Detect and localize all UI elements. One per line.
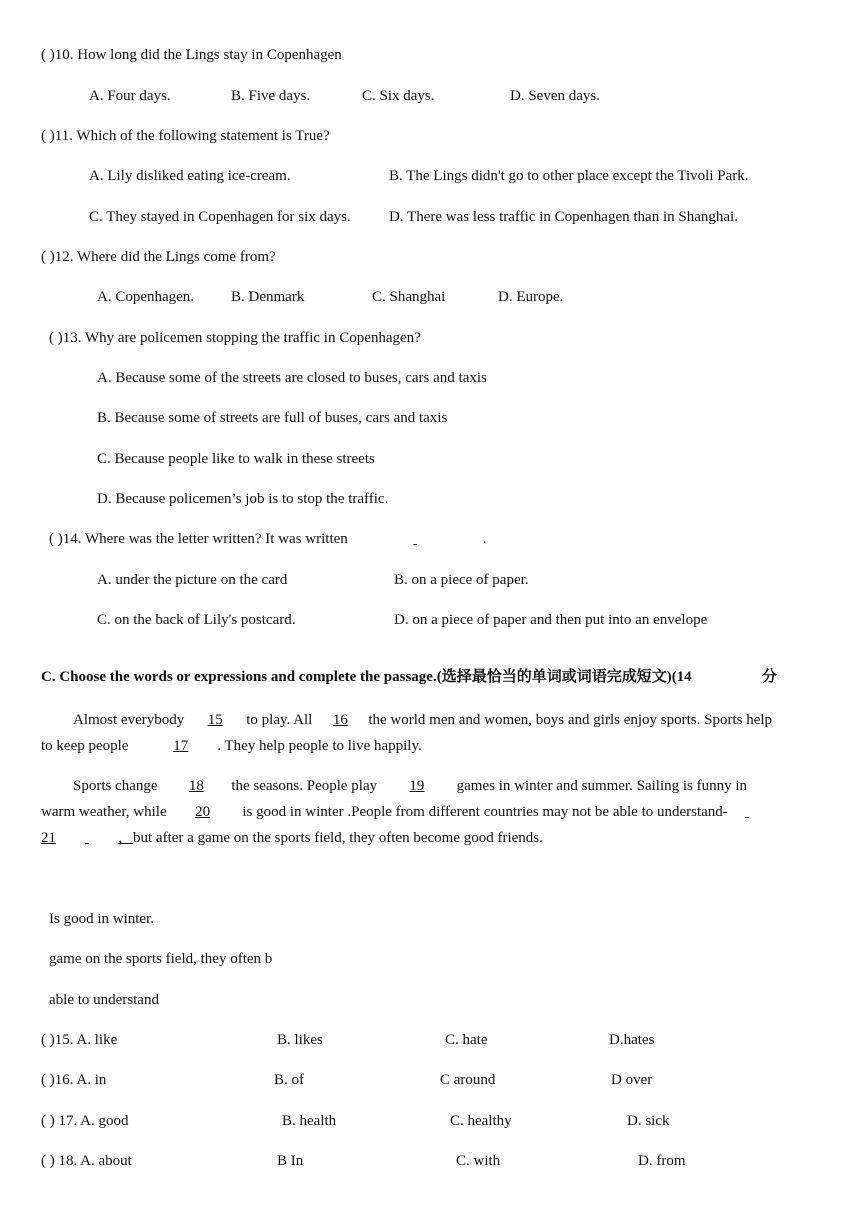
blank-21-start [728,803,766,821]
blank-21: 21 [41,830,56,846]
passage-text: . They help people to live happily. [217,738,422,754]
passage-p2-line1 [73,777,747,795]
section-c-heading: C. Choose the words or expressions and complete the passage.(选择最恰当的单词或词语完成短文)(14 [41,669,692,685]
q14-stem [49,530,487,548]
q10-stem: ( )10. How long did the Lings stay in Copenhagen [41,47,342,63]
q12-option-b: B. Denmark [231,289,305,305]
q10-option-a: A. Four days. [89,88,171,104]
q15-option-c: C. hate [445,1032,488,1048]
q10-option-b: B. Five days. [231,88,311,104]
q13-option-b: B. Because some of streets are full of buses, cars and taxis [97,410,448,426]
q16-option-d: D over [611,1072,653,1088]
q14-option-d: D. on a piece of paper and then put into an envelope [394,612,708,628]
q18-option-c: C. with [456,1153,501,1169]
q16-stem: ( )16. A. in [41,1072,107,1088]
q15-stem: ( )15. A. like [41,1032,118,1048]
blank-17: 17 [173,738,189,754]
passage-text: to play. All [246,712,313,728]
passage-p2-line2 [41,803,766,821]
passage-text: games in winter and summer. Sailing is funny in [452,778,748,794]
q14-option-c: C. on the back of Lily's postcard. [97,612,296,628]
q13-stem: ( )13. Why are policemen stopping the traffic in Copenhagen? [49,330,421,346]
q10-option-c: C. Six days. [362,88,435,104]
passage-text: Almost everybody [73,712,185,728]
q14-answer-blank [348,530,483,548]
section-c-heading-end: 分 [762,669,778,685]
q17-option-c: C. healthy [450,1113,512,1129]
q14-option-b: B. on a piece of paper. [394,572,529,588]
q17-option-d: D. sick [627,1113,670,1129]
q11-option-b: B. The Lings didn't go to other place except the Tivoli Park. [389,168,749,184]
passage-text: the seasons. People play [231,778,381,794]
blank-15: 15 [207,712,223,728]
q13-option-d: D. Because policemen’s job is to stop the traffic. [97,491,389,507]
q18-stem: ( ) 18. A. about [41,1153,132,1169]
q11-stem: ( )11. Which of the following statement is True? [41,128,330,144]
blank-16: 16 [332,712,348,728]
passage-text: but after a game on the sports field, they often become good friends. [133,830,543,846]
passage-text: Sports change [73,778,162,794]
passage-text: warm weather, while [41,804,167,820]
blank-20: 20 [195,804,211,820]
q18-option-b: B In [277,1153,304,1169]
blank-21-tail [56,829,118,847]
q17-option-b: B. health [282,1113,337,1129]
passage-p1-line1 [73,711,772,729]
passage-text: to keep people [41,738,133,754]
q13-option-c: C. Because people like to walk in these streets [97,451,375,467]
q12-option-a: A. Copenhagen. [97,289,195,305]
q14-stem-end: . [482,531,487,547]
passage-text: the world men and women, boys and girls enjoy sports. Sports help [368,712,773,728]
passage-p2-line3 [41,829,543,847]
passage-p1-line2 [41,737,422,755]
q16-option-b: B. of [274,1072,304,1088]
q13-option-a: A. Because some of the streets are closed to buses, cars and taxis [97,370,487,386]
fragment-line-2: game on the sports field, they often b [49,951,273,967]
fragment-line-3: able to understand [49,992,159,1008]
fragment-line-1: Is good in winter. [49,911,154,927]
q11-option-d: D. There was less traffic in Copenhagen than in Shanghai. [389,209,738,225]
q14-option-a: A. under the picture on the card [97,572,288,588]
q16-option-c: C around [440,1072,496,1088]
q17-stem: ( ) 17. A. good [41,1113,129,1129]
passage-text: is good in winter .People from different countries may not be able to understand- [238,804,728,820]
q15-option-b: B. likes [277,1032,323,1048]
q11-option-c: C. They stayed in Copenhagen for six days. [89,209,351,225]
q15-option-d: D.hates [609,1032,655,1048]
passage-comma: ， [118,830,134,846]
q14-stem-text: ( )14. Where was the letter written? It was written [49,531,348,547]
q10-option-d: D. Seven days. [510,88,600,104]
q12-option-c: C. Shanghai [372,289,446,305]
blank-18: 18 [188,778,204,794]
q18-option-d: D. from [638,1153,686,1169]
q12-stem: ( )12. Where did the Lings come from? [41,249,276,265]
q11-option-a: A. Lily disliked eating ice-cream. [89,168,291,184]
blank-19: 19 [409,778,425,794]
q12-option-d: D. Europe. [498,289,564,305]
